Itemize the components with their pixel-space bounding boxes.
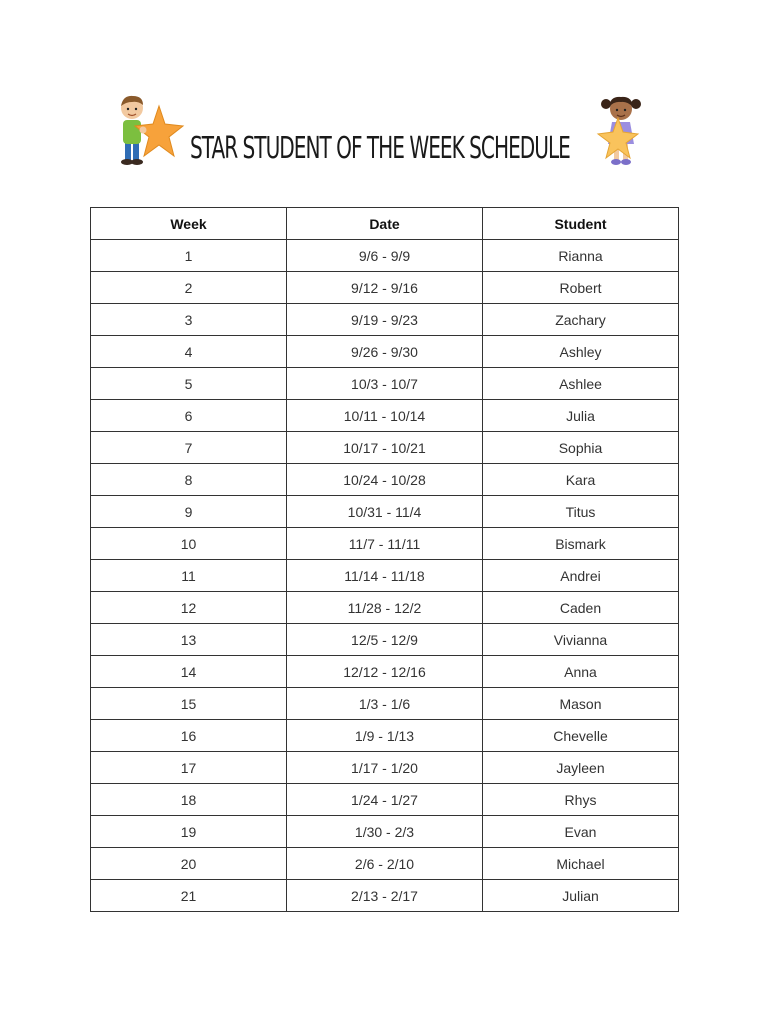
week-cell: 17 — [91, 752, 287, 784]
student-cell: Julian — [483, 880, 679, 912]
date-cell: 10/3 - 10/7 — [287, 368, 483, 400]
page-title: STAR STUDENT OF THE WEEK SCHEDULE — [190, 131, 570, 166]
table-row — [91, 656, 679, 688]
table-row — [91, 336, 679, 368]
week-cell: 7 — [91, 432, 287, 464]
header-row — [91, 208, 679, 240]
table-row — [91, 400, 679, 432]
student-cell: Ashley — [483, 336, 679, 368]
student-cell: Ashlee — [483, 368, 679, 400]
table-row — [91, 304, 679, 336]
date-cell: 1/17 - 1/20 — [287, 752, 483, 784]
date-cell: 9/19 - 9/23 — [287, 304, 483, 336]
column-header-student: Student — [483, 208, 679, 240]
table-row — [91, 624, 679, 656]
student-cell: Kara — [483, 464, 679, 496]
week-cell: 15 — [91, 688, 287, 720]
student-cell: Zachary — [483, 304, 679, 336]
week-cell: 14 — [91, 656, 287, 688]
table-row — [91, 240, 679, 272]
week-cell: 13 — [91, 624, 287, 656]
date-cell: 10/24 - 10/28 — [287, 464, 483, 496]
student-cell: Bismark — [483, 528, 679, 560]
date-cell: 10/31 - 11/4 — [287, 496, 483, 528]
column-header-date: Date — [287, 208, 483, 240]
date-cell: 9/12 - 9/16 — [287, 272, 483, 304]
week-cell: 18 — [91, 784, 287, 816]
week-cell: 6 — [91, 400, 287, 432]
date-cell: 11/14 - 11/18 — [287, 560, 483, 592]
week-cell: 10 — [91, 528, 287, 560]
date-cell: 2/13 - 2/17 — [287, 880, 483, 912]
week-cell: 9 — [91, 496, 287, 528]
week-cell: 2 — [91, 272, 287, 304]
date-cell: 1/30 - 2/3 — [287, 816, 483, 848]
table-row — [91, 464, 679, 496]
date-cell: 1/9 - 1/13 — [287, 720, 483, 752]
date-cell: 11/28 - 12/2 — [287, 592, 483, 624]
student-cell: Rhys — [483, 784, 679, 816]
table-row — [91, 752, 679, 784]
date-cell: 2/6 - 2/10 — [287, 848, 483, 880]
week-cell: 4 — [91, 336, 287, 368]
week-cell: 19 — [91, 816, 287, 848]
table-row — [91, 720, 679, 752]
week-cell: 11 — [91, 560, 287, 592]
date-cell: 11/7 - 11/11 — [287, 528, 483, 560]
student-cell: Rianna — [483, 240, 679, 272]
date-cell: 1/3 - 1/6 — [287, 688, 483, 720]
schedule-table — [90, 207, 679, 912]
table-row — [91, 880, 679, 912]
table-row — [91, 496, 679, 528]
girl-holding-star-icon — [592, 94, 652, 168]
student-cell: Sophia — [483, 432, 679, 464]
table-row — [91, 528, 679, 560]
week-cell: 8 — [91, 464, 287, 496]
student-cell: Anna — [483, 656, 679, 688]
date-cell: 10/11 - 10/14 — [287, 400, 483, 432]
student-cell: Michael — [483, 848, 679, 880]
table-row — [91, 368, 679, 400]
student-cell: Caden — [483, 592, 679, 624]
table-row — [91, 432, 679, 464]
table-row — [91, 560, 679, 592]
week-cell: 3 — [91, 304, 287, 336]
date-cell: 9/26 - 9/30 — [287, 336, 483, 368]
week-cell: 21 — [91, 880, 287, 912]
date-cell: 9/6 - 9/9 — [287, 240, 483, 272]
date-cell: 10/17 - 10/21 — [287, 432, 483, 464]
table-row — [91, 688, 679, 720]
student-cell: Chevelle — [483, 720, 679, 752]
column-header-week: Week — [91, 208, 287, 240]
student-cell: Vivianna — [483, 624, 679, 656]
student-cell: Jayleen — [483, 752, 679, 784]
date-cell: 12/5 - 12/9 — [287, 624, 483, 656]
student-cell: Julia — [483, 400, 679, 432]
date-cell: 1/24 - 1/27 — [287, 784, 483, 816]
student-cell: Evan — [483, 816, 679, 848]
student-cell: Robert — [483, 272, 679, 304]
week-cell: 12 — [91, 592, 287, 624]
week-cell: 1 — [91, 240, 287, 272]
header — [0, 88, 768, 178]
student-cell: Mason — [483, 688, 679, 720]
date-cell: 12/12 - 12/16 — [287, 656, 483, 688]
student-cell: Titus — [483, 496, 679, 528]
table-row — [91, 592, 679, 624]
table-row — [91, 848, 679, 880]
week-cell: 5 — [91, 368, 287, 400]
boy-holding-star-icon — [113, 92, 185, 168]
student-cell: Andrei — [483, 560, 679, 592]
table-row — [91, 784, 679, 816]
table-row — [91, 816, 679, 848]
table-row — [91, 272, 679, 304]
week-cell: 16 — [91, 720, 287, 752]
week-cell: 20 — [91, 848, 287, 880]
